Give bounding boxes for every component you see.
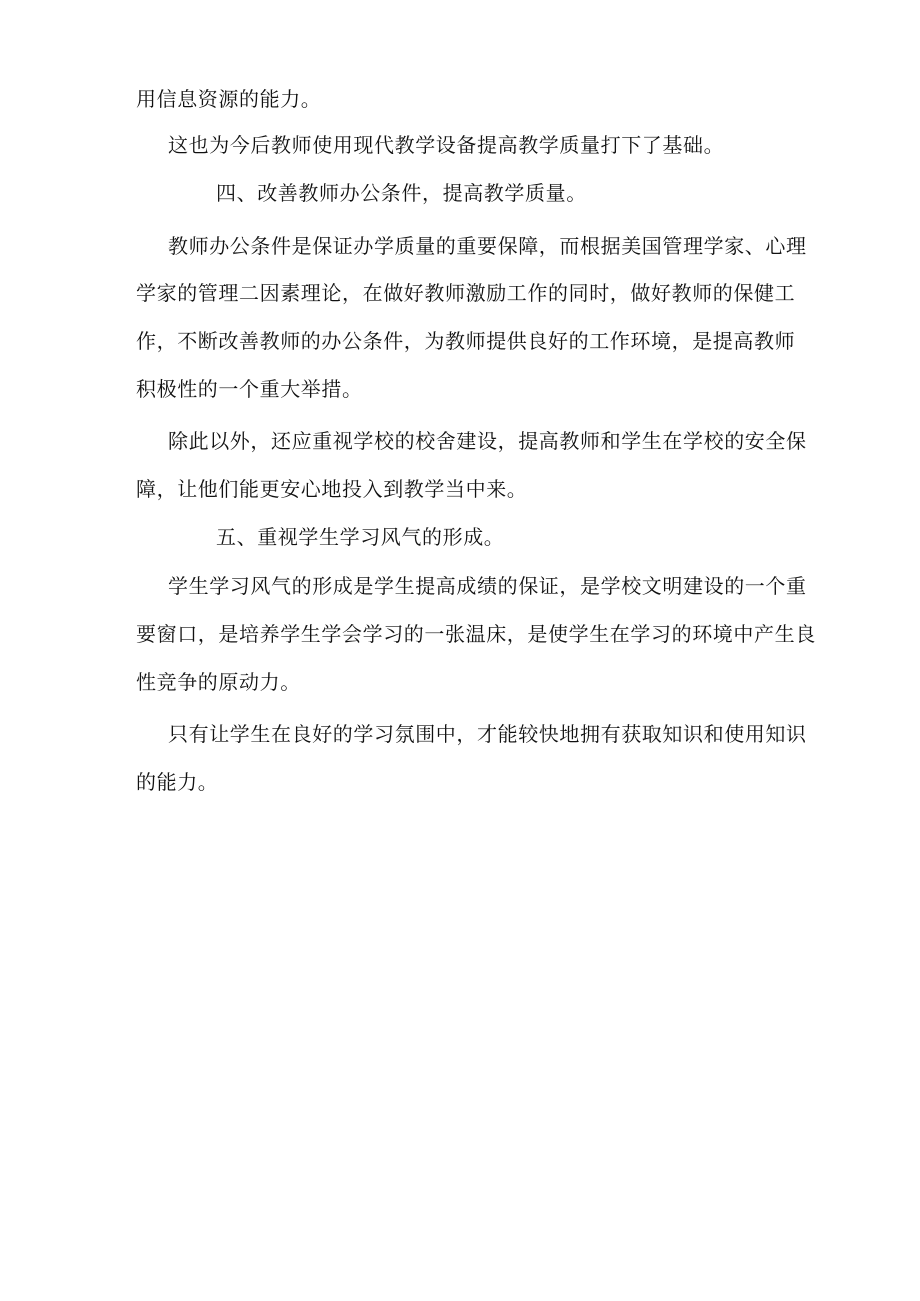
paragraph-line: 只有让学生在良好的学习氛围中，才能较快地拥有获取知识和使用知识 [168, 722, 807, 746]
paragraph-line: 学生学习风气的形成是学生提高成绩的保证，是学校文明建设的一个重 [168, 574, 807, 598]
paragraph-line: 要窗口，是培养学生学会学习的一张温床，是使学生在学习的环境中产生良 [136, 622, 816, 646]
paragraph-line: 障，让他们能更安心地投入到教学当中来。 [136, 477, 528, 501]
paragraph-line: 教师办公条件是保证办学质量的重要保障，而根据美国管理学家、心理 [168, 234, 807, 258]
paragraph-line: 性竞争的原动力。 [136, 670, 301, 694]
section-heading: 四、改善教师办公条件，提高教学质量。 [216, 181, 587, 205]
paragraph-line: 作，不断改善教师的办公条件，为教师提供良好的工作环境，是提高教师 [136, 329, 796, 353]
section-heading: 五、重视学生学习风气的形成。 [216, 525, 505, 549]
paragraph-line: 除此以外，还应重视学校的校舍建设，提高教师和学生在学校的安全保 [168, 429, 807, 453]
paragraph-line: 这也为今后教师使用现代教学设备提高教学质量打下了基础。 [168, 133, 725, 157]
paragraph-line: 用信息资源的能力。 [136, 87, 322, 111]
paragraph-line: 的能力。 [136, 770, 219, 794]
paragraph-line: 积极性的一个重大举措。 [136, 377, 363, 401]
paragraph-line: 学家的管理二因素理论，在做好教师激励工作的同时，做好教师的保健工 [136, 281, 796, 305]
